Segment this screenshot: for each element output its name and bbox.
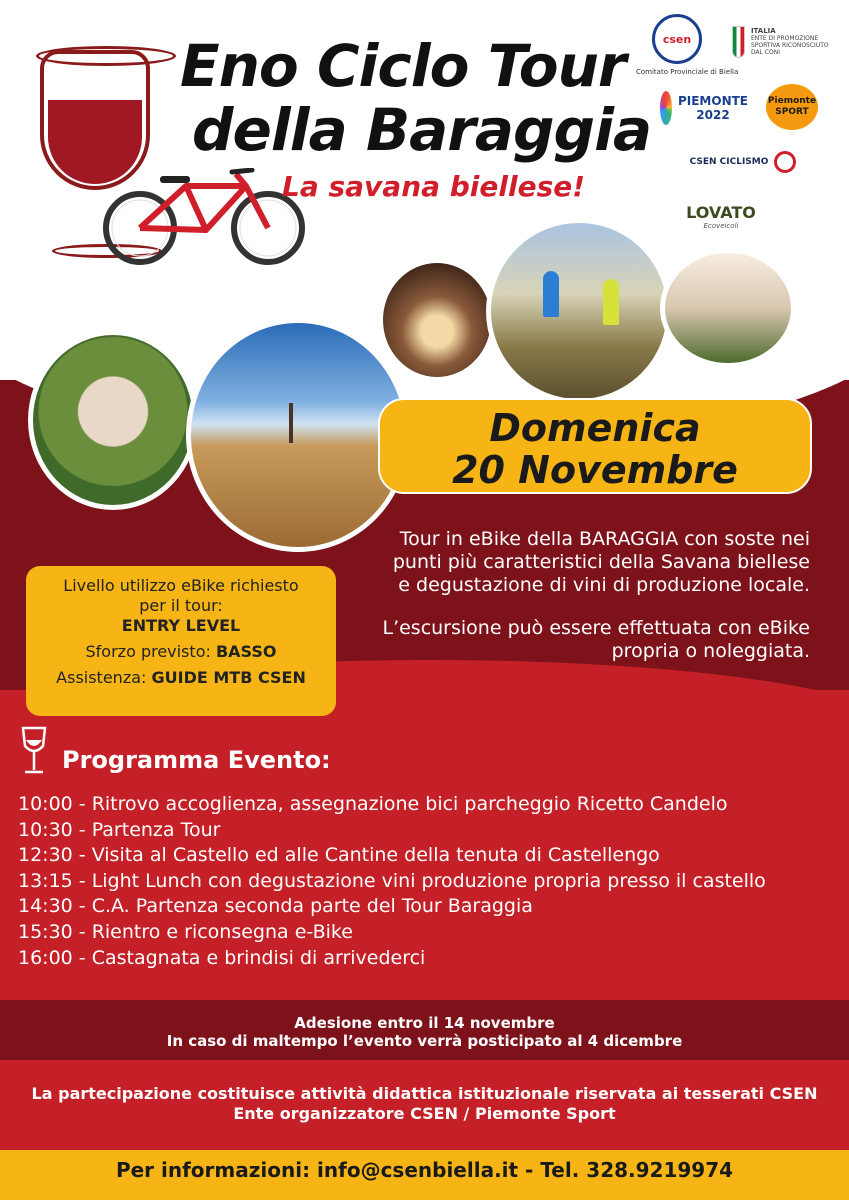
level-box (26, 566, 336, 716)
tour-description (378, 528, 810, 663)
title-line-2: della Baraggia (192, 96, 652, 164)
level-entry: ENTRY LEVEL (121, 616, 241, 635)
csen-caption: Comitato Provinciale di Biella (636, 68, 739, 76)
italia-coni-logo (732, 24, 832, 60)
maltempo-notice: In caso di maltempo l’evento verrà posticipato al 4 dicembre (166, 1032, 683, 1050)
program-title: Programma Evento: (62, 746, 331, 774)
program-item: 14:30 - C.A. Partenza seconda parte del Tour Baraggia (18, 895, 533, 918)
lovato-logo: LOVATO Ecoveicoli (686, 202, 756, 230)
program-list (18, 792, 766, 971)
wine-bottle-photo (660, 248, 796, 368)
program-item: 10:30 - Partenza Tour (18, 818, 221, 841)
contact-info: Per informazioni: info@csenbiella.it - Tel. 328.9219974 (115, 1158, 734, 1182)
csen-ciclismo-logo: CSEN CICLISMO (682, 148, 804, 176)
italia-shield-icon (732, 26, 745, 58)
program-item: 10:00 - Ritrovo accoglienza, assegnazione bici parcheggio Ricetto Candelo (18, 793, 728, 815)
organizer-text: Ente organizzatore CSEN / Piemonte Sport (233, 1104, 616, 1123)
date-badge (378, 398, 812, 494)
cycling-wheel-icon (774, 151, 796, 173)
piemonte-burst-icon (660, 91, 672, 125)
bicycle-icon (96, 168, 312, 268)
subtitle: La savana biellese! (282, 170, 586, 203)
description-paragraph-2: L’escursione può essere effettuata con eBike propria o noleggiata. (382, 617, 810, 662)
adesione-notice (0, 1014, 849, 1050)
adesione-deadline: Adesione entro il 14 novembre (294, 1014, 555, 1032)
program-item: 13:15 - Light Lunch con degustazione vini produzione propria presso il castello (18, 869, 766, 892)
savana-photo (186, 318, 410, 552)
wine-glass-icon-small (20, 726, 48, 776)
date-day: Domenica (489, 406, 701, 450)
title-line-1: Eno Ciclo Tour (180, 32, 626, 100)
assistance-row: Assistenza: GUIDE MTB CSEN (56, 668, 306, 687)
piemonte-2022-logo: PIEMONTE 2022 (660, 88, 748, 128)
cellar-photo (378, 258, 496, 382)
rider-blue (543, 271, 559, 317)
program-item: 16:00 - Castagnata e brindisi di arrivederci (18, 946, 426, 969)
effort-row: Sforzo previsto: BASSO (85, 642, 277, 661)
italia-label: ITALIA (750, 27, 776, 35)
program-item: 15:30 - Rientro e riconsegna e-Bike (18, 920, 353, 943)
csen-logo: csen (652, 14, 702, 64)
bikers-photo (486, 218, 672, 404)
level-intro: Livello utilizzo eBike richiesto per il tour: (63, 576, 299, 615)
castle-photo (28, 330, 198, 510)
tree-silhouette (289, 403, 293, 443)
italia-text: ENTE DI PROMOZIONE SPORTIVA RICONOSCIUTO DAL CONI (750, 35, 829, 56)
rider-yellow (603, 279, 619, 325)
date-month: 20 Novembre (452, 448, 738, 492)
participation-text: La partecipazione costituisce attività didattica istituzionale riservata ai tesserati CSEN (31, 1084, 818, 1103)
description-paragraph-1: Tour in eBike della BARAGGIA con soste nei punti più caratteristici della Savana biellese e degustazione di vini di produzione locale. (392, 528, 810, 596)
program-item: 12:30 - Visita al Castello ed alle Cantine della tenuta di Castellengo (18, 844, 660, 867)
participation-notice (0, 1084, 849, 1124)
piemonte-sport-logo: Piemonte SPORT (766, 84, 818, 130)
